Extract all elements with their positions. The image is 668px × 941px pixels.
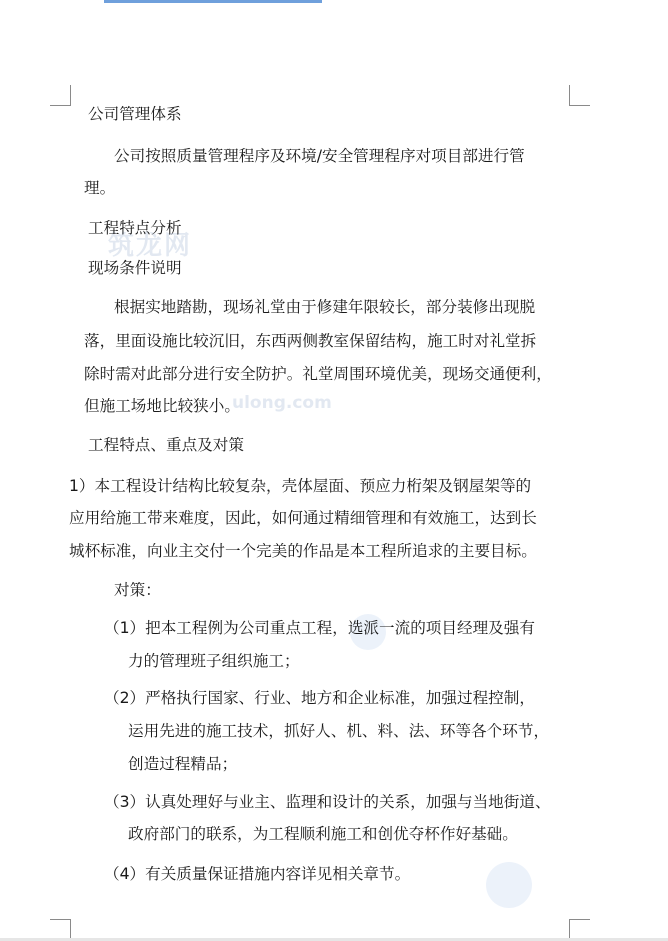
crop-mark-top-left: [50, 85, 71, 106]
active-tab-indicator: [104, 0, 322, 3]
list-item: （1）把本工程例为公司重点工程，选派一流的项目经理及强有: [104, 619, 535, 637]
crop-mark-bottom-left: [50, 919, 71, 940]
list-item: （3）认真处理好与业主、监理和设计的关系，加强与当地街道、: [104, 793, 551, 811]
list-item: 政府部门的联系，为工程顺利施工和创优夺杯作好基础。: [128, 825, 518, 843]
paragraph-line: 应用给施工带来难度，因此，如何通过精细管理和有效施工，达到长: [69, 509, 537, 527]
paragraph-line: 1）本工程设计结构比较复杂，壳体屋面、预应力桁架及钢屋架等的: [69, 477, 532, 495]
list-item: （2）严格执行国家、行业、地方和企业标准，加强过程控制，: [104, 689, 535, 707]
watermark-logo-icon: [486, 862, 532, 908]
paragraph-line: 理。: [84, 179, 116, 197]
list-item: 力的管理班子组织施工；: [128, 652, 300, 670]
paragraph-line: 公司按照质量管理程序及环境/安全管理程序对项目部进行管: [114, 147, 525, 165]
list-item: 创造过程精品；: [128, 755, 238, 773]
paragraph-line: 除时需对此部分进行安全防护。礼堂周围环境优美，现场交通便利，: [84, 365, 552, 383]
heading-project-features: 工程特点分析: [88, 219, 182, 237]
heading-management-system: 公司管理体系: [88, 105, 182, 123]
paragraph-line: 落，里面设施比较沉旧，东西两侧教室保留结构，施工时对礼堂拆: [84, 332, 537, 350]
list-item: （4）有关质量保证措施内容详见相关章节。: [104, 865, 411, 883]
paragraph-line: 根据实地踏勘，现场礼堂由于修建年限较长，部分装修出现脱: [114, 298, 536, 316]
heading-measures: 工程特点、重点及对策: [88, 436, 244, 454]
crop-mark-bottom-right: [569, 919, 590, 940]
list-item: 运用先进的施工技术，抓好人、机、料、法、环等各个环节，: [128, 722, 550, 740]
paragraph-line: 但施工场地比较狭小。: [84, 397, 240, 415]
heading-site-conditions: 现场条件说明: [88, 259, 182, 277]
watermark-url: ulong.com: [232, 393, 332, 413]
countermeasures-label: 对策：: [114, 581, 161, 599]
crop-mark-top-right: [569, 85, 590, 106]
paragraph-line: 城杯标准，向业主交付一个完美的作品是本工程所追求的主要目标。: [69, 542, 537, 560]
watermark-text: 筑龙网: [108, 231, 193, 261]
